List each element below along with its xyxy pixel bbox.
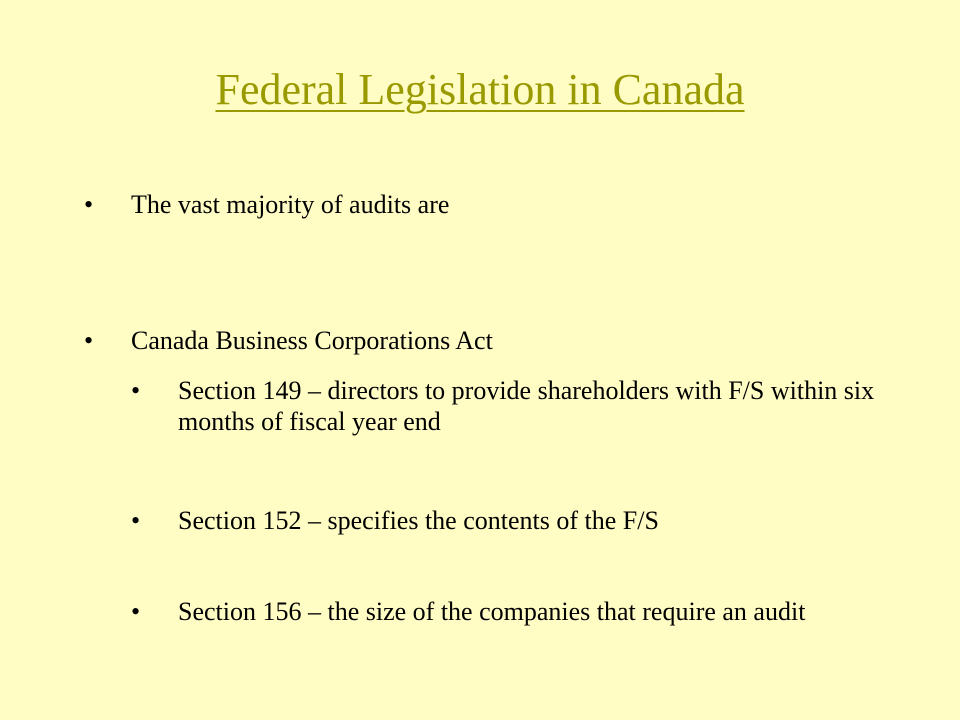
bullet-text: Section 156 – the size of the companies that require an audit — [178, 597, 806, 626]
bullet-text: The vast majority of audits are — [131, 190, 450, 219]
bullet-text: Section 152 – specifies the contents of the F/S — [178, 506, 659, 535]
bullet-icon: • — [84, 190, 94, 219]
sub-bullet-section-149 — [131, 375, 901, 437]
slide-title: Federal Legislation in Canada — [215, 65, 745, 114]
sub-bullet-section-156 — [131, 596, 901, 627]
bullet-item-audits — [84, 189, 904, 220]
bullet-text: Section 149 – directors to provide shareholders with F/S within six months of fiscal year end — [178, 376, 875, 436]
bullet-icon: • — [131, 597, 141, 626]
bullet-icon: • — [131, 506, 141, 535]
bullet-item-cbca — [84, 325, 904, 356]
sub-bullet-section-152 — [131, 505, 901, 536]
bullet-text: Canada Business Corporations Act — [131, 326, 493, 355]
bullet-icon: • — [84, 326, 94, 355]
bullet-icon: • — [131, 376, 141, 405]
